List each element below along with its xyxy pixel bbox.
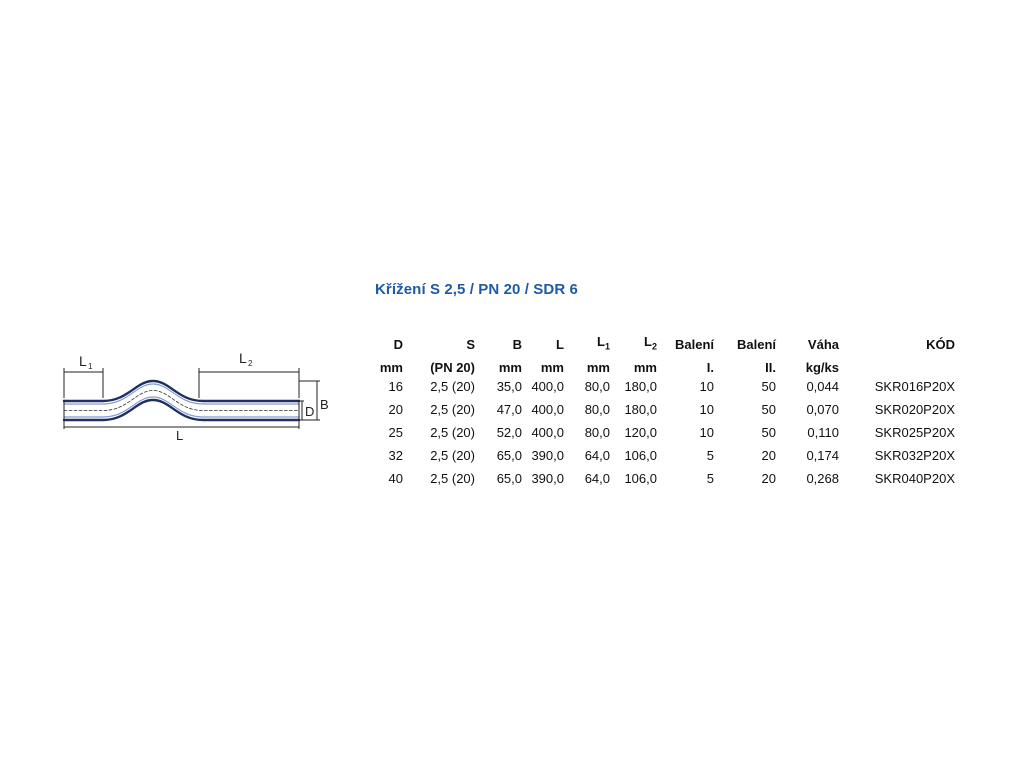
- pipe-crossover-diagram: [0, 0, 340, 450]
- cell-l1: 80,0: [584, 425, 610, 440]
- cell-l2: 180,0: [624, 379, 657, 394]
- cell-b: 47,0: [496, 402, 522, 417]
- l2-label: L: [239, 350, 247, 366]
- cell-l: 390,0: [531, 471, 564, 486]
- cell-s: 2,5 (20): [430, 448, 475, 463]
- cell-l1: 64,0: [584, 471, 610, 486]
- cell-s: 2,5 (20): [430, 425, 475, 440]
- cell-s: 2,5 (20): [430, 471, 475, 486]
- unit-vaha: kg/ks: [805, 360, 839, 375]
- col-header-l2: $L_2$: [644, 334, 657, 352]
- cell-baleni-2: 50: [761, 379, 776, 394]
- table-row: [365, 398, 955, 421]
- cell-d: 32: [388, 448, 403, 463]
- unit-l: mm: [540, 360, 564, 375]
- b-label: B: [320, 397, 329, 412]
- cell-d: 25: [388, 425, 403, 440]
- cell-baleni-1: 10: [699, 402, 714, 417]
- cell-l2: 106,0: [624, 471, 657, 486]
- cell-s: 2,5 (20): [430, 402, 475, 417]
- table-row: [365, 444, 955, 467]
- unit-baleni-1: I.: [706, 360, 714, 375]
- unit-l2: mm: [633, 360, 657, 375]
- table-row: [365, 421, 955, 444]
- cell-kod: SKR032P20X: [874, 448, 955, 463]
- cell-d: 16: [388, 379, 403, 394]
- cell-l: 400,0: [531, 425, 564, 440]
- col-header-l: L: [556, 337, 564, 352]
- cell-baleni-1: 5: [706, 471, 714, 486]
- cell-vaha: 0,174: [806, 448, 839, 463]
- l1-label: L: [79, 353, 87, 369]
- cell-d: 20: [388, 402, 403, 417]
- cell-l: 400,0: [531, 402, 564, 417]
- table-row: [365, 375, 955, 398]
- cell-l1: 80,0: [584, 402, 610, 417]
- cell-baleni-1: 5: [706, 448, 714, 463]
- unit-b: mm: [498, 360, 522, 375]
- cell-vaha: 0,268: [806, 471, 839, 486]
- cell-baleni-1: 10: [699, 379, 714, 394]
- l1-dimension: [64, 368, 103, 398]
- cell-s: 2,5 (20): [430, 379, 475, 394]
- l2-label-sub: 2: [248, 359, 253, 368]
- cell-baleni-2: 50: [761, 425, 776, 440]
- unit-kod: [839, 352, 955, 375]
- pipe-shape: [64, 381, 299, 421]
- cell-vaha: 0,070: [806, 402, 839, 417]
- cell-baleni-2: 50: [761, 402, 776, 417]
- col-header-s: S: [466, 337, 475, 352]
- cell-b: 65,0: [496, 471, 522, 486]
- cell-l2: 106,0: [624, 448, 657, 463]
- table-row: [365, 467, 955, 490]
- cell-kod: SKR020P20X: [874, 402, 955, 417]
- cell-kod: SKR040P20X: [874, 471, 955, 486]
- cell-baleni-1: 10: [699, 425, 714, 440]
- cell-l1: 64,0: [584, 448, 610, 463]
- l1-label-sub: 1: [88, 362, 93, 371]
- cell-b: 52,0: [496, 425, 522, 440]
- col-header-kod: KÓD: [926, 337, 955, 352]
- col-header-b: B: [512, 337, 522, 352]
- cell-vaha: 0,044: [806, 379, 839, 394]
- product-table: [365, 329, 955, 490]
- cell-baleni-2: 20: [761, 448, 776, 463]
- cell-d: 40: [388, 471, 403, 486]
- cell-l1: 80,0: [584, 379, 610, 394]
- col-header-vaha: Váha: [807, 337, 839, 352]
- cell-b: 65,0: [496, 448, 522, 463]
- header-row-1: [365, 329, 955, 352]
- cell-l: 390,0: [531, 448, 564, 463]
- l2-dimension: [199, 368, 299, 398]
- col-header-l1: $L_1$: [597, 334, 610, 352]
- col-header-baleni-2: Balení: [736, 337, 776, 352]
- cell-kod: SKR016P20X: [874, 379, 955, 394]
- unit-baleni-2: II.: [765, 360, 776, 375]
- unit-s: (PN 20): [430, 360, 475, 375]
- cell-baleni-2: 20: [761, 471, 776, 486]
- cell-b: 35,0: [496, 379, 522, 394]
- cell-l2: 180,0: [624, 402, 657, 417]
- cell-vaha: 0,110: [807, 425, 839, 440]
- col-header-d: D: [393, 337, 403, 352]
- cell-l: 400,0: [531, 379, 564, 394]
- cell-l2: 120,0: [624, 425, 657, 440]
- header-row-2: [365, 352, 955, 375]
- d-dimension: [299, 401, 304, 420]
- col-header-baleni-1: Balení: [674, 337, 714, 352]
- unit-d: mm: [379, 360, 403, 375]
- page-title: Křížení S 2,5 / PN 20 / SDR 6: [375, 281, 578, 298]
- cell-kod: SKR025P20X: [874, 425, 955, 440]
- d-label: D: [305, 404, 315, 419]
- unit-l1: mm: [586, 360, 610, 375]
- l-label: L: [176, 428, 184, 443]
